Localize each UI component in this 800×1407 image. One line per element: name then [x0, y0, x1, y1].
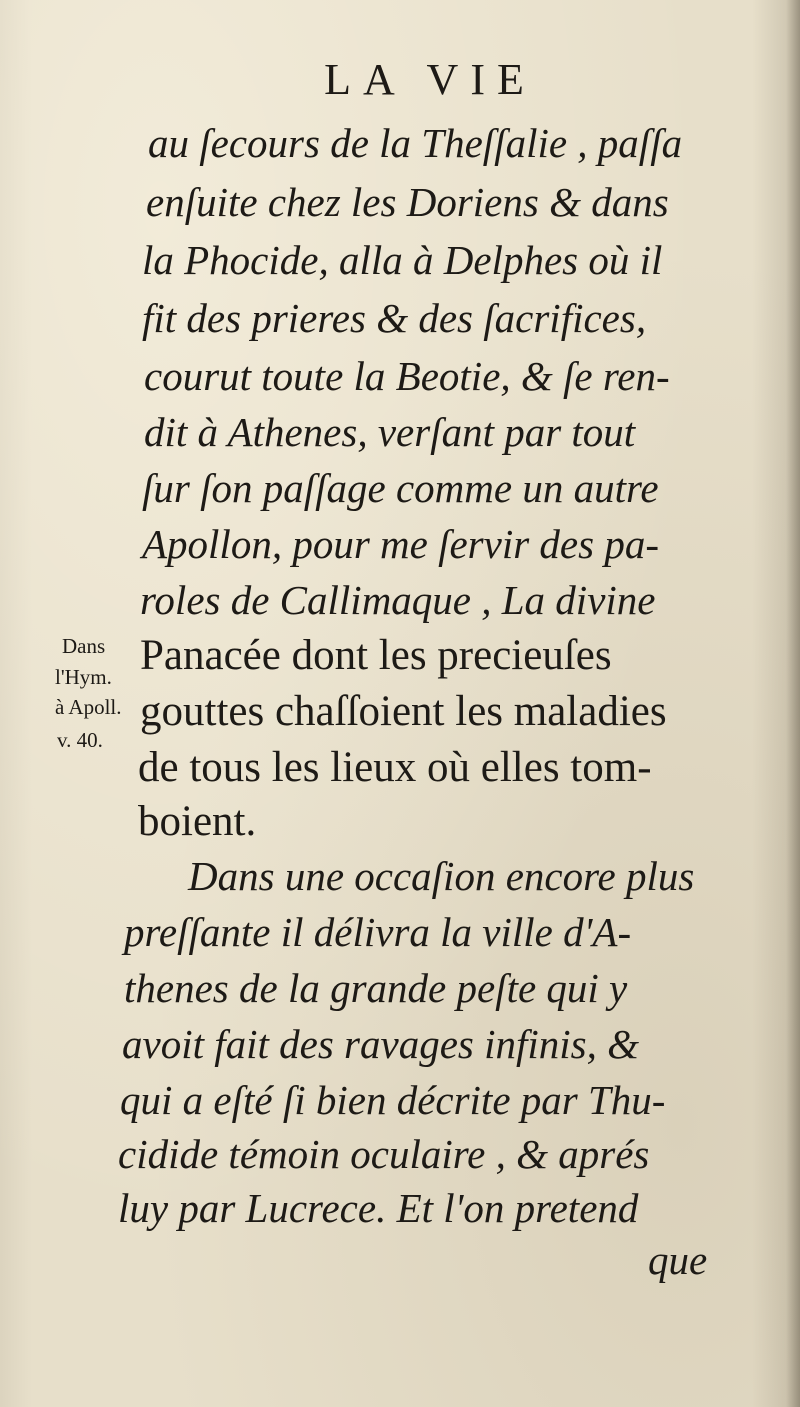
text-line: dit à Athenes, verſant par tout — [144, 409, 636, 455]
catchword: que — [648, 1237, 708, 1283]
text-line: avoit fait des ravages infinis, & — [122, 1021, 640, 1067]
text-line: roles de Callimaque , La divine — [140, 577, 656, 623]
text-line: courut toute la Beotie, & ſe ren- — [144, 353, 670, 399]
text-line: luy par Lucrece. Et l'on pretend — [118, 1185, 639, 1231]
text-line: Dans une occaſion encore plus — [188, 853, 695, 899]
margin-note-line: l'Hym. — [55, 665, 112, 689]
margin-note-line: à Apoll. — [55, 695, 122, 719]
margin-note-line: v. 40. — [57, 728, 103, 752]
running-header: LA VIE — [324, 55, 536, 104]
text-line: Panacée dont les precieuſes — [140, 632, 612, 679]
text-line: qui a eſté ſi bien décrite par Thu- — [120, 1077, 666, 1123]
text-line: ſur ſon paſſage comme un autre — [142, 465, 659, 511]
margin-note-line: Dans — [62, 634, 106, 658]
page-edge-shadow — [786, 0, 800, 1407]
text-line: de tous les lieux où elles tom- — [138, 744, 652, 791]
text-line: cidide témoin oculaire , & aprés — [118, 1131, 650, 1177]
text-line: au ſecours de la Theſſalie , paſſa — [148, 120, 683, 166]
text-line: fit des prieres & des ſacrifices, — [142, 295, 647, 341]
text-line: boient. — [138, 798, 257, 845]
text-line: la Phocide, alla à Delphes où il — [142, 237, 663, 283]
text-line: gouttes chaſſoient les maladies — [140, 688, 667, 735]
text-line: enſuite chez les Doriens & dans — [146, 179, 669, 225]
text-line: preſſante il délivra la ville d'A- — [124, 909, 632, 955]
text-line: Apollon, pour me ſervir des pa- — [142, 521, 659, 567]
text-line: thenes de la grande peſte qui y — [124, 965, 628, 1011]
